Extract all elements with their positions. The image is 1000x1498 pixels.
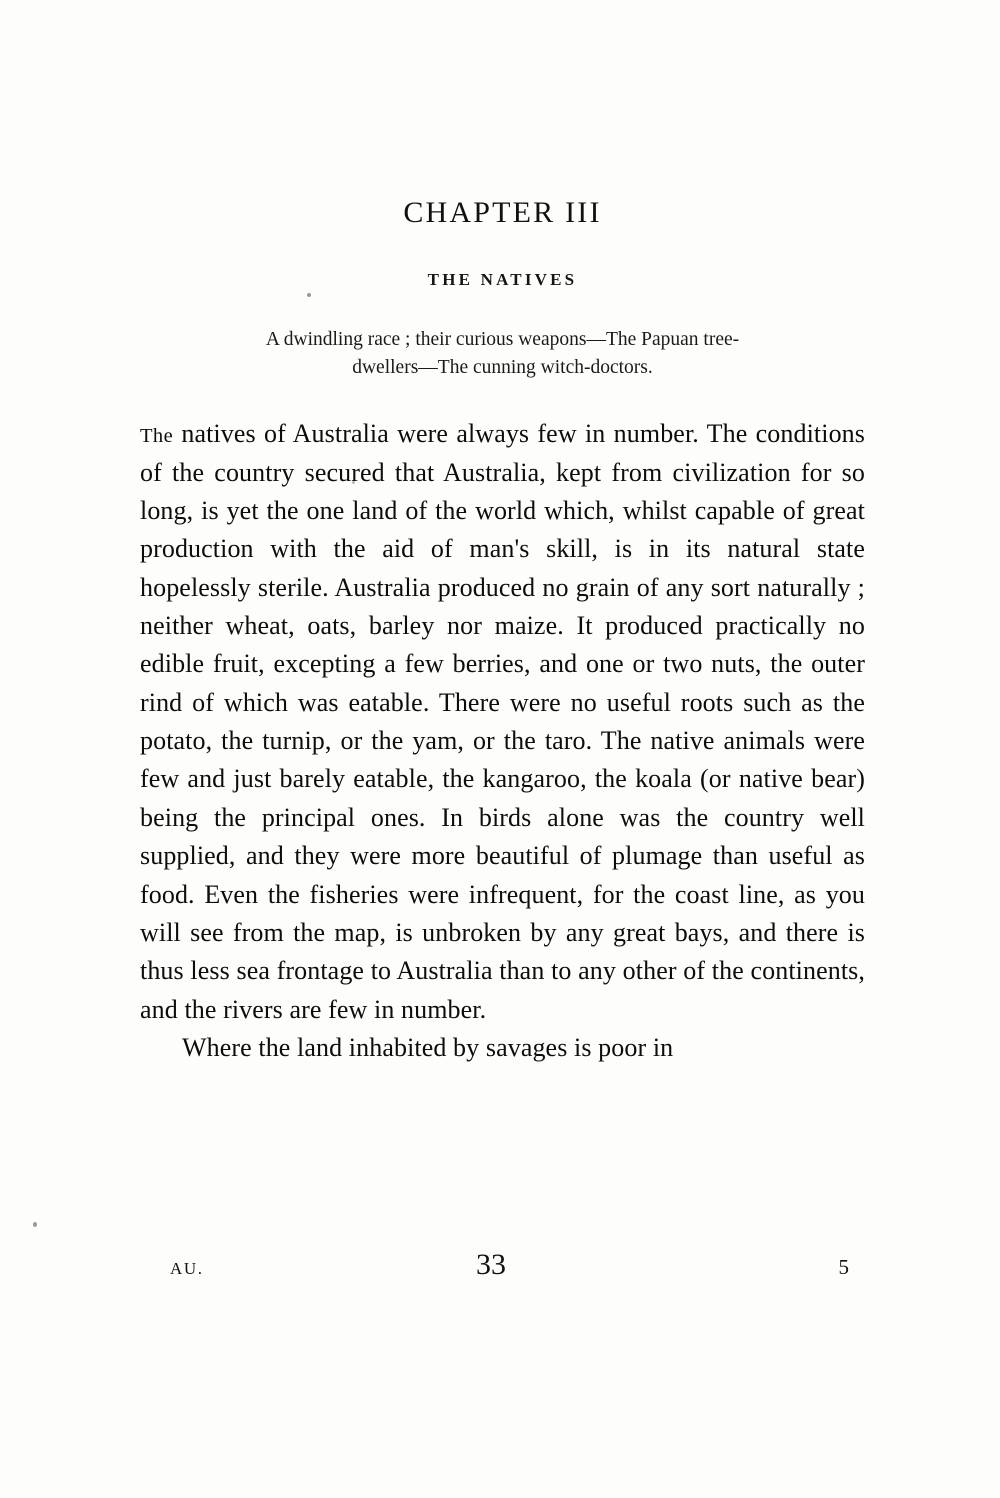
- synopsis-line-2: dwellers—The cunning witch-doctors.: [352, 356, 653, 378]
- chapter-synopsis: [140, 326, 865, 381]
- chapter-heading: CHAPTER III: [403, 196, 602, 229]
- section-heading: THE NATIVES: [427, 270, 578, 289]
- paper-speck: [33, 1222, 37, 1227]
- paragraph-2: [140, 1029, 865, 1067]
- signature-number: 5: [838, 1255, 849, 1279]
- body-text: [140, 415, 865, 1067]
- paragraph-lead-smallcaps: The: [140, 425, 174, 448]
- paragraph-2-text: Where the land inhabited by savages is poor in: [182, 1032, 674, 1062]
- page-footer: [140, 1248, 865, 1288]
- page-number: 33: [476, 1248, 507, 1281]
- signature-mark: AU.: [170, 1259, 204, 1278]
- paragraph-1-text: natives of Australia were always few in number. The conditions of the country secured that Australia, kept from civilization for so long, is yet the one land of the world which, whilst capable of great production with the aid of man's skill, is in its natural state hopelessly sterile. Australia produced no grain of any sort naturally ; neither wheat, oats, barley nor maize. It produced practically no edible fruit, excepting a few berries, and one or two nuts, the outer rind of which was eatable. There were no useful roots such as the potato, the turnip, or the yam, or the taro. The native animals were few and just barely eatable, the kangaroo, the koala (or native bear) being the principal ones. In birds alone was the country well supplied, and they were more beautiful of plumage than useful as food. Even the fisheries were infrequent, for the coast line, as you will see from the map, is unbroken by any great bays, and there is thus less sea frontage to Australia than to any other of the continents, and the rivers are few in number.: [140, 419, 865, 1024]
- paragraph-1: [140, 415, 865, 1029]
- synopsis-line-1: A dwindling race ; their curious weapons—The Papuan tree-: [265, 329, 740, 350]
